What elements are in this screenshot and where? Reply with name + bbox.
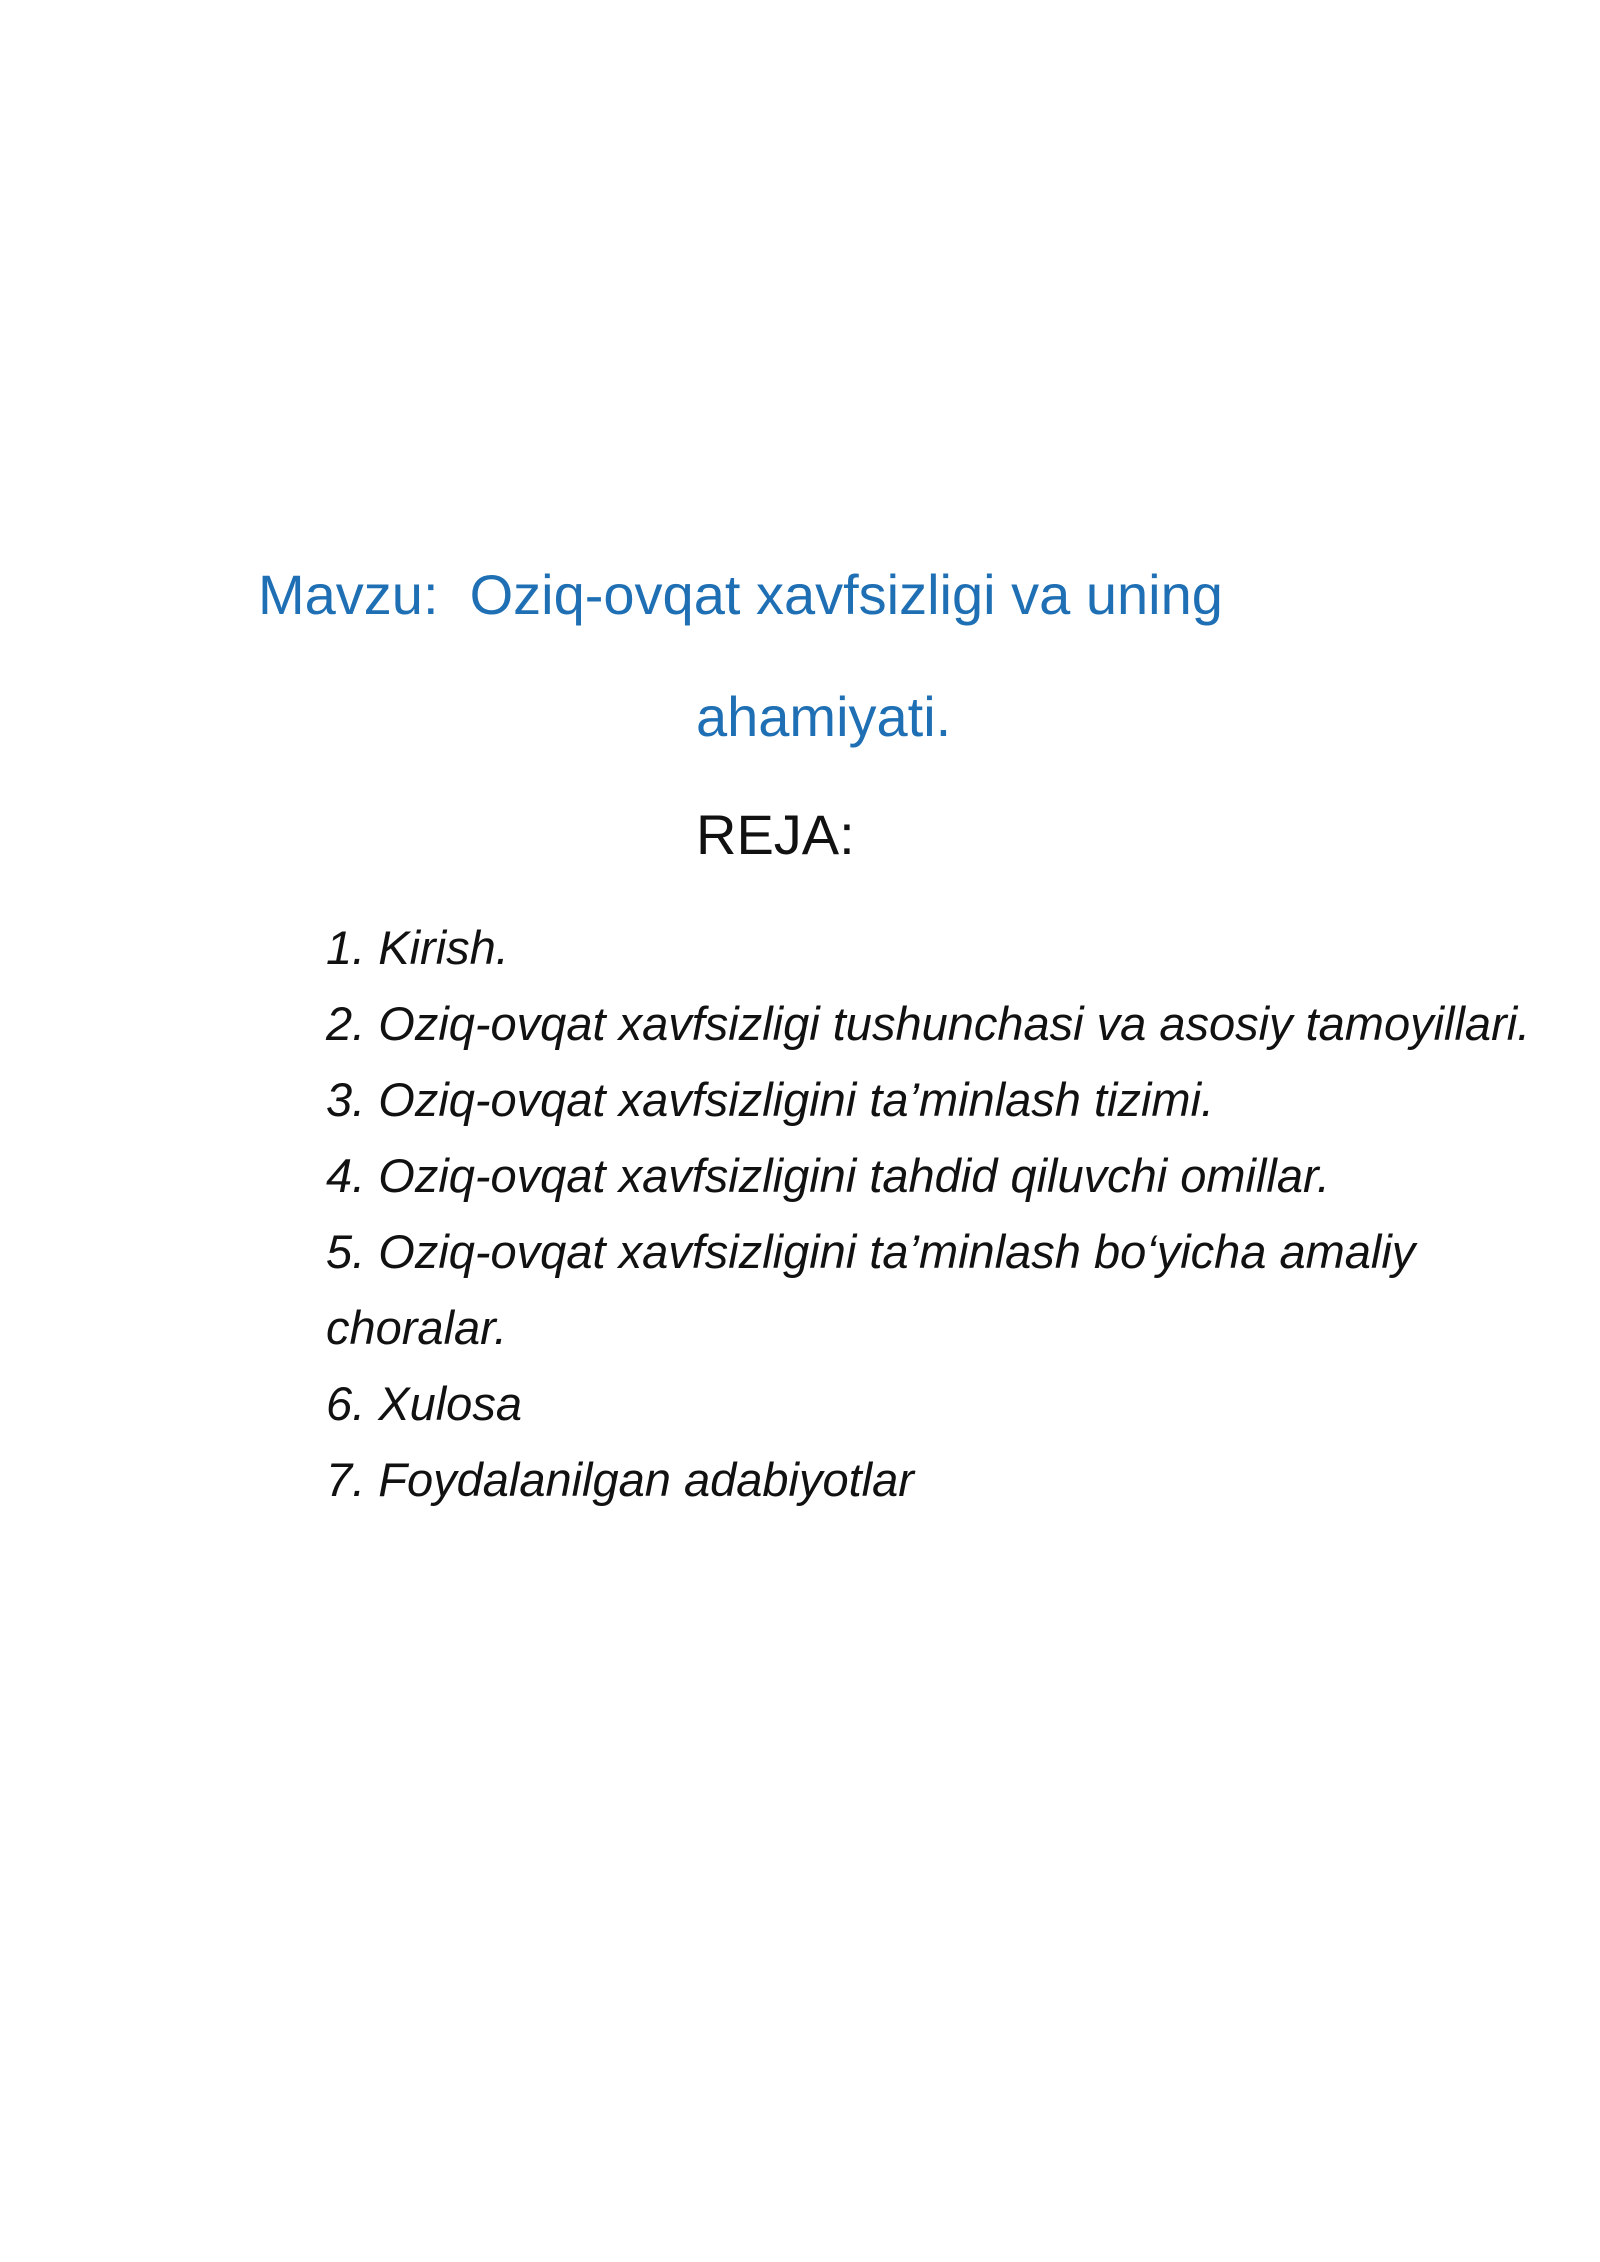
plan-item: 4. Oziq-ovqat xavfsizligini tahdid qiluvchi omillar.: [326, 1149, 1330, 1202]
plan-item: 5. Oziq-ovqat xavfsizligini ta’minlash bo‘yicha amaliy choralar.: [326, 1225, 1416, 1354]
plan-heading: REJA:: [696, 803, 855, 866]
topic-title-line-2: ahamiyati.: [696, 685, 952, 748]
plan-item: 7. Foydalanilgan adabiyotlar: [326, 1453, 914, 1506]
plan-item: 6. Xulosa: [326, 1377, 522, 1430]
plan-item: 3. Oziq-ovqat xavfsizligini ta’minlash tizimi.: [326, 1073, 1215, 1126]
plan-item: 1. Kirish.: [326, 921, 509, 974]
plan-item: 2. Oziq-ovqat xavfsizligi tushunchasi va asosiy tamoyillari.: [326, 997, 1531, 1050]
plan-list: [326, 910, 1546, 1518]
topic-title-line-1: Mavzu: Oziq-ovqat xavfsizligi va uning: [258, 563, 1223, 626]
